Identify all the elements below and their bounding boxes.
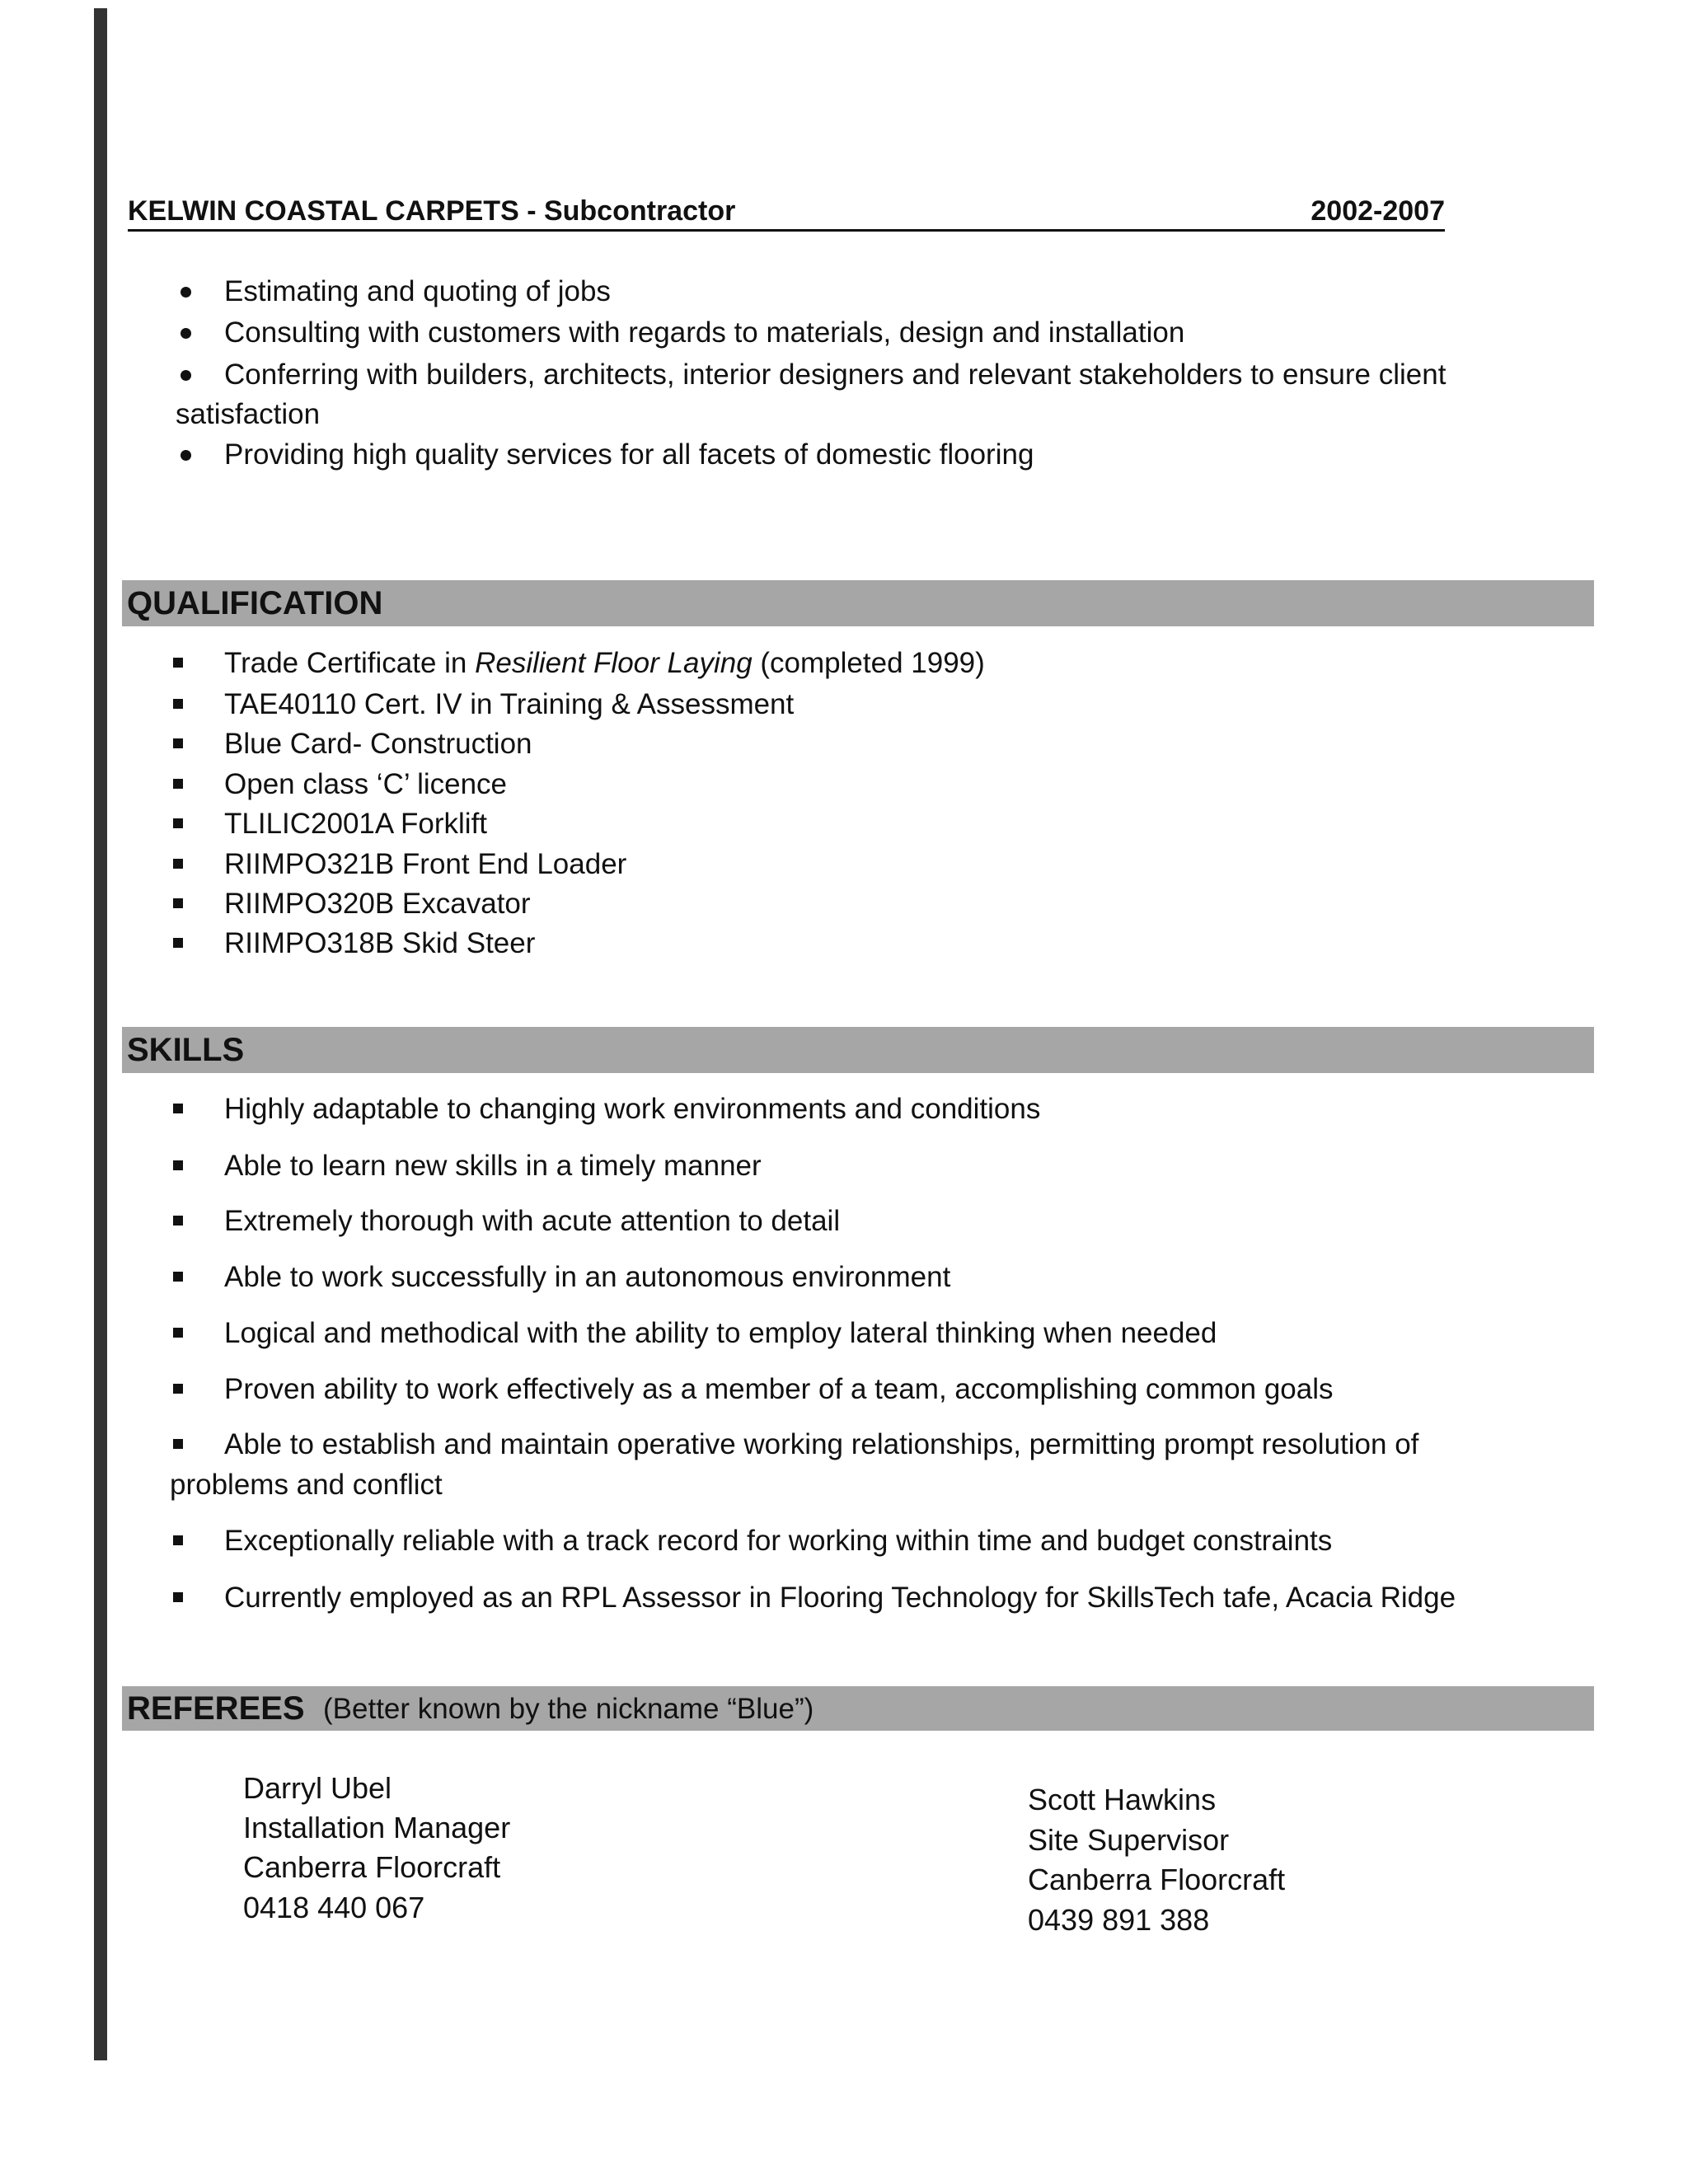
referee-phone: 0418 440 067: [243, 1891, 425, 1924]
job-header: [128, 193, 1445, 232]
bullet-square-icon: [173, 859, 183, 869]
bullet-square-icon: [173, 1104, 183, 1113]
bullet-square-icon: [173, 1384, 183, 1394]
bullet-square-icon: [173, 818, 183, 828]
bullet-dot-icon: [181, 328, 191, 339]
bullet-square-icon: [173, 1439, 183, 1449]
job-dates: 2002-2007: [1311, 195, 1445, 227]
bullet-square-icon: [173, 1328, 183, 1338]
qualification-item: RIIMPO321B Front End Loader: [224, 848, 627, 880]
referee-company: Canberra Floorcraft: [1028, 1863, 1286, 1896]
skill-item: Able to work successfully in an autonomous environment: [224, 1261, 951, 1293]
qualification-item: Trade Certificate in Resilient Floor Laying (completed 1999): [224, 647, 985, 679]
skill-item: Highly adaptable to changing work environments and conditions: [224, 1093, 1041, 1125]
referees-heading: REFEREES: [127, 1690, 305, 1727]
skill-item: Currently employed as an RPL Assessor in Flooring Technology for SkillsTech tafe, Acacia Ridge: [224, 1582, 1456, 1614]
bullet-square-icon: [173, 658, 183, 668]
skills-heading: SKILLS: [127, 1032, 245, 1068]
qualification-heading-bar: [122, 580, 1594, 626]
referee-company: Canberra Floorcraft: [243, 1850, 501, 1884]
job-duty-item: Estimating and quoting of jobs: [224, 275, 611, 307]
qualification-item: RIIMPO318B Skid Steer: [224, 927, 536, 959]
referee-role: Installation Manager: [243, 1811, 511, 1844]
left-margin-bar: [94, 8, 107, 2060]
bullet-dot-icon: [181, 370, 191, 381]
bullet-square-icon: [173, 1160, 183, 1170]
bullet-square-icon: [173, 738, 183, 748]
bullet-square-icon: [173, 699, 183, 709]
bullet-square-icon: [173, 1535, 183, 1545]
skill-item: Logical and methodical with the ability to employ lateral thinking when needed: [224, 1317, 1217, 1349]
bullet-square-icon: [173, 1216, 183, 1226]
referee-phone: 0439 891 388: [1028, 1903, 1210, 1937]
bullet-dot-icon: [181, 287, 191, 298]
bullet-square-icon: [173, 1592, 183, 1602]
skill-item: Able to establish and maintain operative working relationships, permitting prompt resolution of: [224, 1428, 1419, 1460]
skill-item: Exceptionally reliable with a track record for working within time and budget constraints: [224, 1525, 1333, 1557]
skill-item: Extremely thorough with acute attention to detail: [224, 1205, 841, 1237]
referees-note: (Better known by the nickname “Blue”): [323, 1693, 814, 1725]
job-title: KELWIN COASTAL CARPETS - Subcontractor: [128, 195, 736, 227]
bullet-dot-icon: [181, 450, 191, 461]
job-duty-item: Providing high quality services for all facets of domestic flooring: [224, 438, 1034, 471]
job-duty-item: Consulting with customers with regards to materials, design and installation: [224, 316, 1185, 349]
qualification-item: Blue Card- Construction: [224, 728, 532, 760]
qualification-item: Open class ‘C’ licence: [224, 768, 508, 800]
referees-heading-bar: [122, 1686, 1594, 1731]
qualification-item: RIIMPO320B Excavator: [224, 888, 531, 920]
skill-item-continued: problems and conflict: [170, 1469, 443, 1501]
qualification-item: TAE40110 Cert. IV in Training & Assessment: [224, 688, 795, 720]
referee-name: Scott Hawkins: [1028, 1783, 1217, 1816]
job-duty-item-continued: satisfaction: [176, 398, 321, 430]
qualification-heading: QUALIFICATION: [127, 585, 383, 621]
qualification-item: TLILIC2001A Forklift: [224, 808, 488, 840]
skill-item: Able to learn new skills in a timely manner: [224, 1150, 762, 1182]
bullet-square-icon: [173, 779, 183, 789]
bullet-square-icon: [173, 898, 183, 908]
skill-item: Proven ability to work effectively as a member of a team, accomplishing common goals: [224, 1373, 1334, 1405]
bullet-square-icon: [173, 938, 183, 948]
bullet-square-icon: [173, 1272, 183, 1282]
referee-name: Darryl Ubel: [243, 1771, 392, 1805]
referee-role: Site Supervisor: [1028, 1823, 1230, 1857]
job-duty-item: Conferring with builders, architects, interior designers and relevant stakeholders to ensure client: [224, 359, 1447, 391]
skills-heading-bar: [122, 1027, 1594, 1073]
